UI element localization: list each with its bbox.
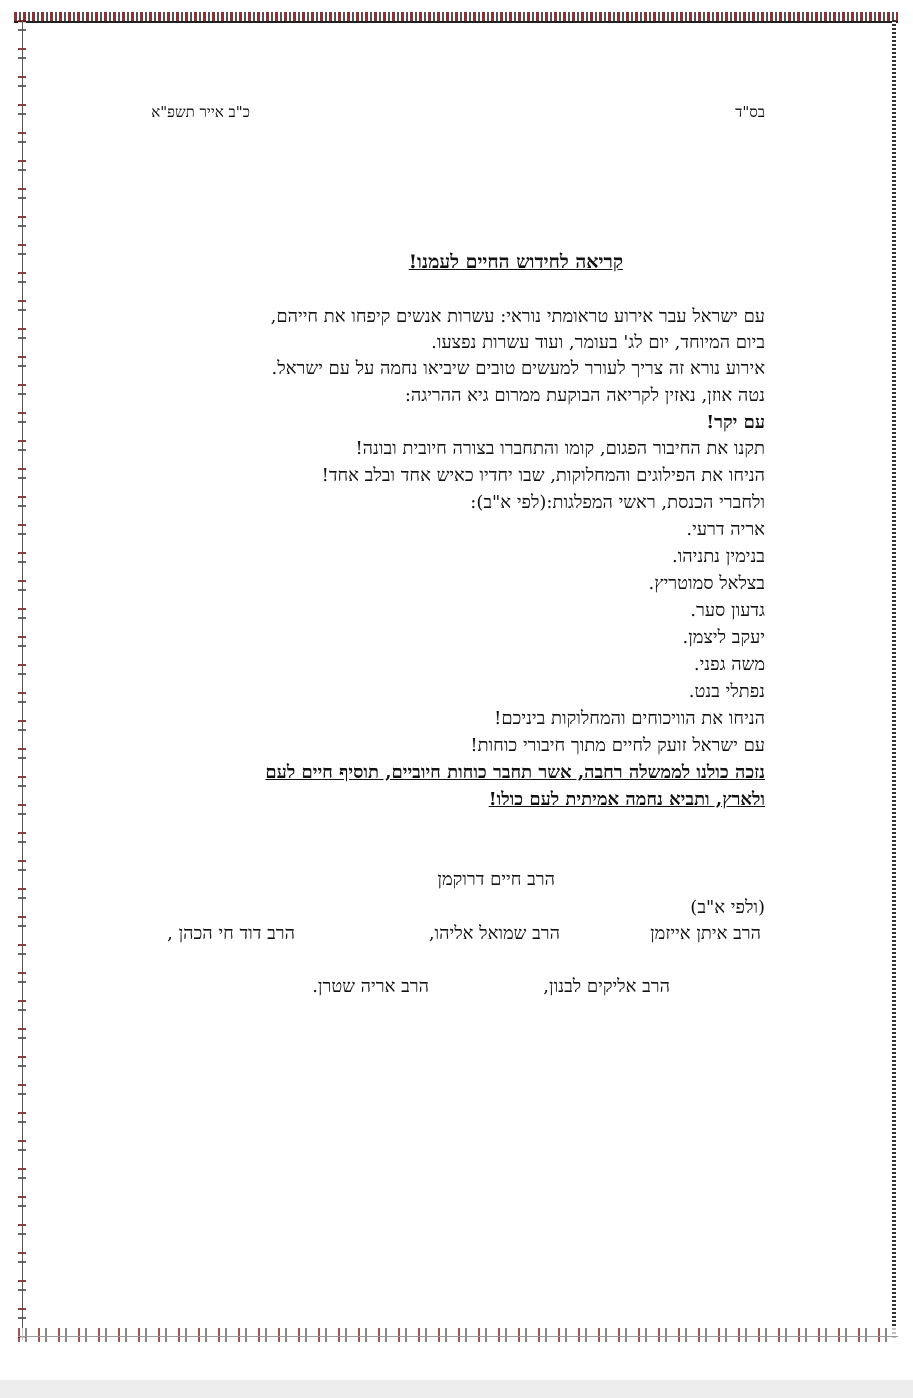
bottom-band	[0, 1380, 913, 1398]
leader-item: יעקב ליצמן.	[682, 627, 765, 648]
page-border-top-line	[14, 21, 898, 23]
page-border-top	[14, 12, 898, 21]
leader-item: גדעון סער.	[690, 600, 765, 621]
leader-item: אריה דרעי.	[686, 519, 765, 540]
body-line: נטה אוזן, נאזין לקריאה הבוקעת ממרום גיא ההריגה:	[404, 385, 765, 406]
leader-item: נפתלי בנט.	[688, 681, 765, 702]
call-line: תקנו את החיבור הפגום, קומו והתחברו בצורה חיובית ובונה!	[355, 438, 765, 459]
closing-line: הניחו את הוויכוחים והמחלוקות ביניכם!	[494, 708, 765, 729]
page-title: קריאה לחידוש החיים לעמנו!	[408, 251, 623, 273]
page-border-right	[892, 20, 896, 1340]
body-line: ביום המיוחד, יום לג' בעומר, ועוד עשרות נפצעו.	[431, 332, 765, 353]
page-border-bottom	[18, 1328, 898, 1342]
call-line: הניחו את הפילוגים והמחלוקות, שבו יחדיו כאיש אחד ובלב אחד!	[321, 465, 765, 486]
closing-line: עם ישראל זועק לחיים מתוך חיבורי כוחות!	[470, 735, 765, 756]
bold-call-line: ולארץ, ותביא נחמה אמיתית לעם כולו!	[488, 789, 765, 810]
signature-rabbi: הרב אליקים לבנון,	[543, 976, 670, 997]
leader-item: משה גפני.	[693, 654, 765, 675]
call-line: ולחברי הכנסת, ראשי המפלגות:(לפי א"ב):	[470, 492, 765, 513]
bold-call-line: נזכה כולנו לממשלה רחבה, אשר תחבר כוחות חיוביים, תוסיף חיים לעם	[265, 762, 765, 783]
body-line: אירוע נורא זה צריך לעורר למעשים טובים שיביאו נחמה על עם ישראל.	[271, 358, 765, 379]
hebrew-date: כ"ב אייר תשפ"א	[151, 103, 250, 121]
signature-main: הרב חיים דרוקמן	[437, 869, 555, 890]
leader-item: בצלאל סמוטריץ.	[648, 573, 765, 594]
leader-item: בנימין נתניהו.	[671, 546, 765, 567]
am-yakar-heading: עם יקר!	[706, 412, 765, 433]
signature-rabbi: הרב איתן אייזמן	[650, 923, 761, 944]
body-line: עם ישראל עבר אירוע טראומתי נוראי: עשרות אנשים קיפחו את חייהם,	[270, 306, 765, 327]
signature-rabbi: הרב שמואל אליהו,	[428, 923, 560, 944]
bsd-header: בס"ד	[735, 103, 765, 121]
signature-rabbi: הרב אריה שטרן.	[312, 976, 429, 997]
page-border-left-line	[22, 20, 23, 1340]
signature-order-note: (ולפי א"ב)	[690, 897, 765, 918]
page-border-bottom-line	[18, 1336, 898, 1337]
signature-rabbi: הרב דוד חי הכהן ,	[167, 923, 295, 944]
